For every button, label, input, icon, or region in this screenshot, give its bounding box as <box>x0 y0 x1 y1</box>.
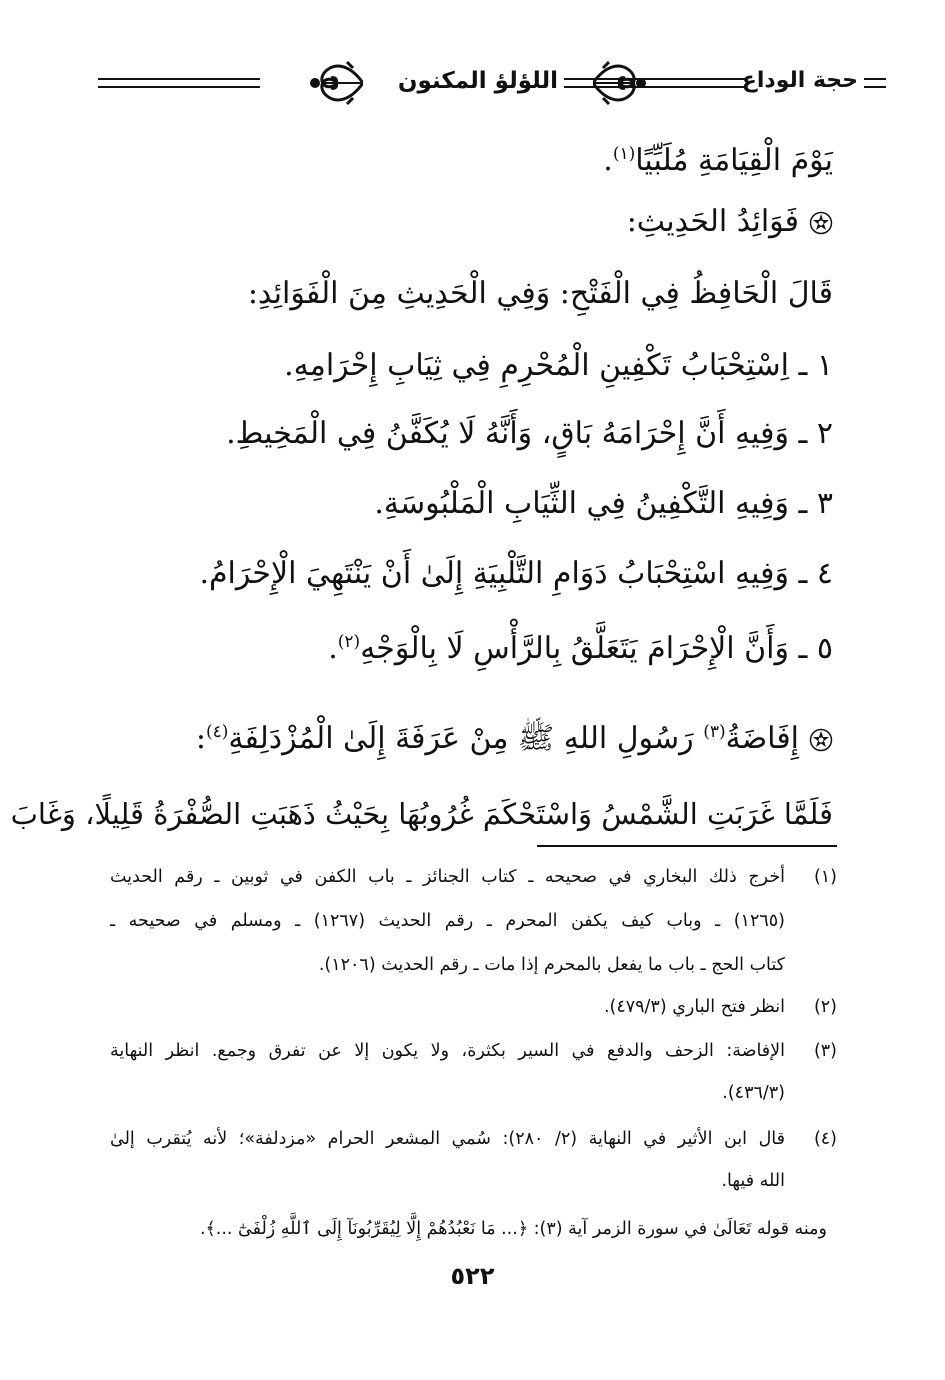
footnote-ref[interactable]: (٤) <box>205 722 229 742</box>
benefit-item: ٢ ـ وَفِيهِ أَنَّ إِحْرَامَهُ بَاقٍ، وَأَنَّهُ لَا يُكَفَّنُ فِي الْمَخِيطِ. <box>226 416 833 451</box>
benefit-item: ١ ـ اِسْتِحْبَابُ تَكْفِينِ الْمُحْرِمِ فِي ثِيَابِ إِحْرَامِهِ. <box>284 348 833 383</box>
text-fragment: . <box>328 631 338 666</box>
section-heading <box>627 200 833 244</box>
flower-bullet-icon <box>809 728 833 752</box>
footnote-separator <box>537 845 837 847</box>
chapter-title: حجة الوداع <box>741 68 858 93</box>
header-rule-right <box>864 78 886 88</box>
footnote-line: قال ابن الأثير في النهاية (٢/ ٢٨٠): سُمي المشعر الحرام «مزدلفة»؛ لأنه يُتقرب إلىٰ <box>110 1129 785 1149</box>
book-title <box>392 52 564 96</box>
section-heading <box>196 710 833 761</box>
text-fragment: يَوْمَ الْقِيَامَةِ مُلَبِّيًا <box>635 143 833 178</box>
flower-bullet-icon <box>809 211 833 235</box>
footnote-ref[interactable]: (٢) <box>337 632 361 652</box>
footnote-line: (١٢٦٥) ـ وباب كيف يكفن المحرم ـ رقم الحديث (١٢٦٧) ـ ومسلم في صحيحه ـ <box>110 911 785 931</box>
benefit-item <box>328 620 833 671</box>
heading-text: فَوَائِدُ الحَدِيثِ: <box>626 204 799 239</box>
header-rule-left <box>98 78 260 88</box>
benefit-item: ٣ ـ وَفِيهِ التَّكْفِينُ فِي الثِّيَابِ الْمَلْبُوسَةِ. <box>374 486 833 521</box>
text-line: فَلَمَّا غَرَبَتِ الشَّمْسُ وَاسْتَحْكَمَ غُرُوبُهَا بِحَيْثُ ذَهَبَتِ الصُّفْرَةُ قَلِيلًا، وَغَابَ <box>10 797 833 831</box>
page-header <box>98 52 858 112</box>
text-fragment: ٥ ـ وَأَنَّ الْإِحْرَامَ يَتَعَلَّقُ بِالرَّأْسِ لَا بِالْوَجْهِ <box>360 631 833 666</box>
ornament-icon <box>307 56 363 110</box>
text-line: قَالَ الْحَافِظُ فِي الْفَتْحِ: وَفِي الْحَدِيثِ مِنَ الْفَوَائِدِ: <box>247 276 833 311</box>
footnote-line: ومنه قوله تَعَالَىٰ في سورة الزمر آية (٣): ﴿... مَا نَعْبُدُهُمْ إِلَّا لِيُقَرِّبُونَآ إِلَى ٱللَّهِ زُلْفَىٰٓ ...﴾. <box>199 1219 827 1239</box>
heading-text: إِفَاضَةُ <box>725 721 799 756</box>
footnote-line: الله فيها. <box>721 1171 785 1191</box>
footnote-ref[interactable]: (١) <box>612 144 636 164</box>
footnote-ref[interactable]: (٣) <box>703 722 726 742</box>
footnote-line: أخرج ذلك البخاري في صحيحه ـ كتاب الجنائز ـ باب الكفن في ثوبين ـ رقم الحديث <box>110 867 785 887</box>
footnote-line: انظر فتح الباري (٤٧٩/٣). <box>603 997 785 1017</box>
benefit-item: ٤ ـ وَفِيهِ اسْتِحْبَابُ دَوَامِ التَّلْبِيَةِ إِلَىٰ أَنْ يَنْتَهِيَ الْإِحْرَامُ. <box>199 556 833 591</box>
footnote-line: كتاب الحج ـ باب ما يفعل بالمحرم إذا مات ـ رقم الحديث (١٢٠٦). <box>318 955 785 975</box>
text-fragment: . <box>603 143 613 178</box>
footnote-number: (٤) <box>813 1129 837 1149</box>
footnote-number: (٢) <box>813 997 837 1017</box>
text-line <box>603 132 833 183</box>
footnote-line: الإفاضة: الزحف والدفع في السير بكثرة، ولا يكون إلا عن تفرق وجمع. انظر النهاية <box>110 1041 785 1061</box>
footnote-line: (٤٣٦/٣). <box>722 1083 785 1103</box>
book-title-text: اللؤلؤ المكنون <box>392 66 564 96</box>
heading-text: : <box>195 721 206 756</box>
footnote-number: (١) <box>813 867 837 887</box>
heading-text: رَسُولِ اللهِ ﷺ مِنْ عَرَفَةَ إِلَىٰ الْمُزْدَلِفَةِ <box>228 721 694 756</box>
page-number: ٥٢٢ <box>450 1262 495 1290</box>
ornament-icon <box>593 56 649 110</box>
footnote-number: (٣) <box>813 1041 837 1061</box>
